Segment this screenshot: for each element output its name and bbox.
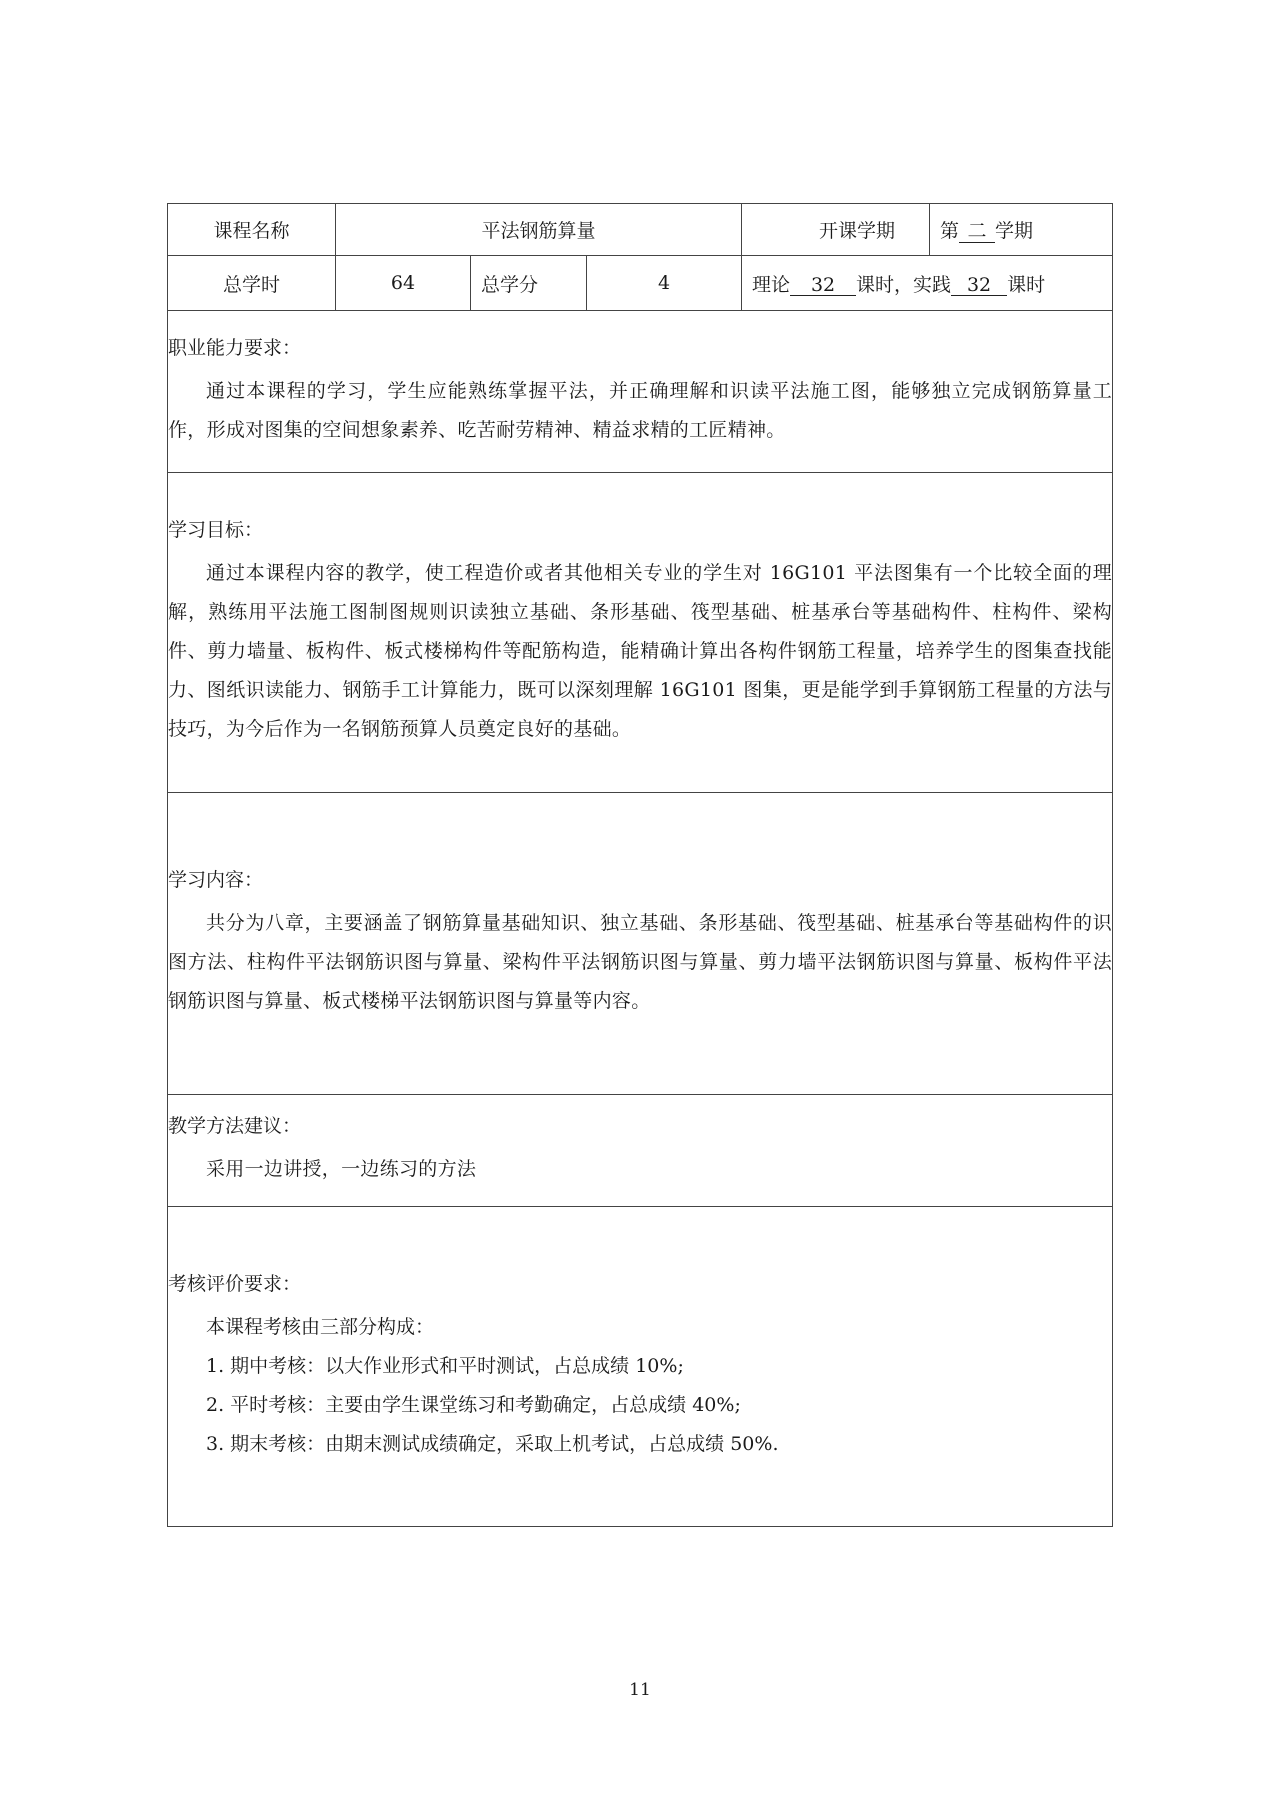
term-cell <box>930 204 1113 256</box>
section-title: 教学方法建议： <box>168 1115 302 1137</box>
course-name-value: 平法钢筋算量 <box>336 204 742 256</box>
assessment-line: 本课程考核由三部分构成： <box>206 1315 435 1338</box>
section-title: 考核评价要求： <box>168 1272 302 1295</box>
theory-hours: 32 <box>790 276 856 297</box>
hours-credits-row <box>168 256 1113 311</box>
term-value: 二 <box>959 222 995 243</box>
total-hours-value: 64 <box>336 256 471 311</box>
assessment-line: 3. 期末考核：由期末测试成绩确定，采取上机考试，占总成绩 50%. <box>206 1432 779 1455</box>
hours-breakdown-cell <box>742 256 1113 311</box>
course-syllabus-table <box>167 203 1113 1527</box>
assessment-line: 1. 期中考核：以大作业形式和平时测试，占总成绩 10%; <box>206 1354 684 1377</box>
hours-unit-2: 课时 <box>1007 273 1046 296</box>
section-title: 学习目标： <box>168 519 264 541</box>
course-name-row <box>168 204 1113 256</box>
total-credits-value: 4 <box>587 256 742 311</box>
total-credits-label: 总学分 <box>471 256 587 311</box>
term-prefix: 第 <box>940 220 960 242</box>
section-learning-objectives <box>168 473 1113 793</box>
theory-label: 理论 <box>752 273 791 296</box>
assessment-line: 2. 平时考核：主要由学生课堂练习和考勤确定，占总成绩 40%; <box>206 1393 741 1416</box>
section-paragraph: 共分为八章，主要涵盖了钢筋算量基础知识、独立基础、条形基础、筏型基础、桩基承台等基础构件的识图方法、柱构件平法钢筋识图与算量、梁构件平法钢筋识图与算量、剪力墙平法钢筋识图与算量、板构件平法钢筋识图与算量、板式楼梯平法钢筋识图与算量等内容。 <box>168 912 1113 1012</box>
section-teaching-method <box>168 1095 1113 1207</box>
practice-hours: 32 <box>951 276 1007 297</box>
page-number: 11 <box>629 1680 651 1700</box>
course-name-label: 课程名称 <box>168 204 336 256</box>
term-label: 开课学期 <box>742 204 930 256</box>
section-title: 学习内容： <box>168 869 264 891</box>
term-suffix: 学期 <box>995 220 1034 242</box>
section-learning-content <box>168 793 1113 1095</box>
section-paragraph: 通过本课程内容的教学，使工程造价或者其他相关专业的学生对 16G101 平法图集有一个比较全面的理解，熟练用平法施工图制图规则识读独立基础、条形基础、筏型基础、桩基承台等基础构件、柱构件、梁构件、剪力墙量、板构件、板式楼梯构件等配筋构造，能精确计算出各构件钢筋工程量，培养学生的图集查找能力、图纸识读能力、钢筋手工计算能力，既可以深刻理解 16G101 图集，更是能学到手算钢筋工程量的方法与技巧，为今后作为一名钢筋预算人员奠定良好的基础。 <box>168 562 1113 740</box>
section-assessment <box>168 1207 1113 1527</box>
section-paragraph: 采用一边讲授，一边练习的方法 <box>206 1158 477 1180</box>
section-title: 职业能力要求： <box>168 336 302 359</box>
section-professional-competence <box>168 311 1113 473</box>
total-hours-label: 总学时 <box>168 256 336 311</box>
hours-unit-1: 课时，实践 <box>856 273 952 296</box>
section-paragraph: 通过本课程的学习，学生应能熟练掌握平法，并正确理解和识读平法施工图，能够独立完成钢筋算量工作，形成对图集的空间想象素养、吃苦耐劳精神、精益求精的工匠精神。 <box>168 379 1113 441</box>
